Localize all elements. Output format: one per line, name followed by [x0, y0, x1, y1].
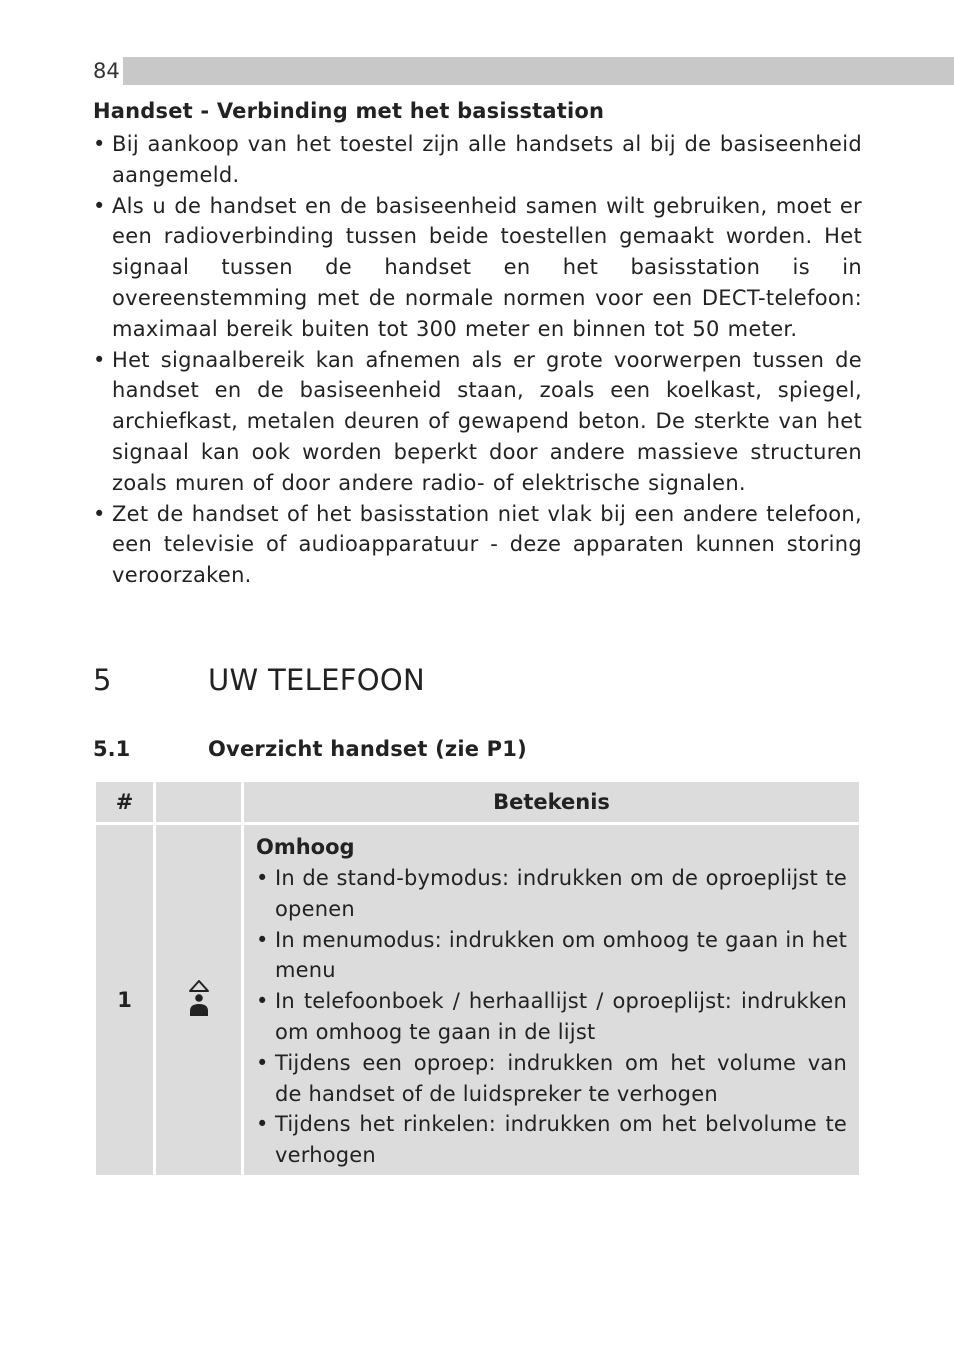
chapter-title: UW TELEFOON — [208, 663, 425, 697]
list-item-text: In menumodus: indrukken om omhoog te gaan in het menu — [275, 927, 847, 983]
section-heading: Handset - Verbinding met het basisstation — [93, 99, 605, 123]
row-meaning-cell — [244, 825, 859, 1175]
list-item-text: In telefoonboek / herhaallijst / oproeplijst: indrukken om omhoog te gaan in de lijst — [275, 989, 847, 1044]
table-row — [96, 825, 859, 1175]
bullet-symbol: • — [256, 1050, 269, 1075]
row-icon-cell — [156, 825, 241, 1175]
column-header-number: # — [96, 782, 153, 822]
list-item-text: Tijdens een oproep: indrukken om het volume van de handset of de luidspreker te verhogen — [275, 1050, 847, 1106]
column-header-icon — [156, 782, 241, 822]
handset-bullet-list — [93, 129, 862, 591]
list-item — [93, 499, 862, 591]
bullet-symbol: • — [256, 1112, 269, 1137]
meaning-list — [256, 863, 847, 1171]
table-header-row — [96, 782, 859, 822]
list-item-text: Bij aankoop van het toestel zijn alle handsets al bij de basiseenheid aangemeld. — [112, 132, 862, 187]
list-item-text: In de stand-bymodus: indrukken om de oproeplijst te openen — [275, 866, 847, 921]
list-item — [93, 191, 862, 345]
list-item — [93, 345, 862, 499]
bullet-symbol: • — [256, 866, 269, 890]
row-number: 1 — [96, 825, 153, 1175]
list-item-text: Tijdens het rinkelen: indrukken om het belvolume te verhogen — [275, 1112, 847, 1168]
bullet-symbol: • — [93, 501, 106, 526]
subsection-number: 5.1 — [93, 737, 131, 761]
list-item — [93, 129, 862, 191]
chapter-number: 5 — [93, 663, 112, 697]
meaning-title: Omhoog — [256, 835, 355, 859]
up-key-icon — [187, 978, 211, 1018]
page-header-bar — [93, 57, 954, 85]
list-item — [256, 1109, 847, 1171]
list-item-text: Als u de handset en de basiseenheid samen wilt gebruiken, moet er een radioverbinding tussen beide toestellen gemaakt worden. Het signaal tussen de handset en het basisstation is in overeenstemming met de normale normen voor een DECT-telefoon: maximaal bereik buiten tot 300 meter en binnen tot 50 meter. — [112, 193, 862, 341]
handset-overview-table — [93, 779, 862, 1178]
list-item — [256, 925, 847, 987]
list-item — [256, 986, 847, 1048]
subsection-title: Overzicht handset (zie P1) — [208, 737, 527, 761]
list-item — [256, 863, 847, 925]
bullet-symbol: • — [93, 193, 106, 218]
page-number: 84 — [93, 57, 123, 85]
list-item-text: Het signaalbereik kan afnemen als er grote voorwerpen tussen de handset en de basiseenheid staan, zoals een koelkast, spiegel, archiefkast, metalen deuren of gewapend beton. De sterkte van het signaal kan ook worden beperkt door andere massieve structuren zoals muren of door andere radio- of elektrische signalen. — [112, 347, 862, 495]
bullet-symbol: • — [93, 347, 106, 372]
list-item-text: Zet de handset of het basisstation niet vlak bij een andere telefoon, een televisie of audioapparatuur - deze apparaten kunnen storing veroorzaken. — [112, 501, 862, 588]
list-item — [256, 1048, 847, 1110]
bullet-symbol: • — [256, 989, 269, 1014]
column-header-meaning: Betekenis — [244, 782, 859, 822]
bullet-symbol: • — [256, 927, 269, 952]
bullet-symbol: • — [93, 132, 106, 156]
